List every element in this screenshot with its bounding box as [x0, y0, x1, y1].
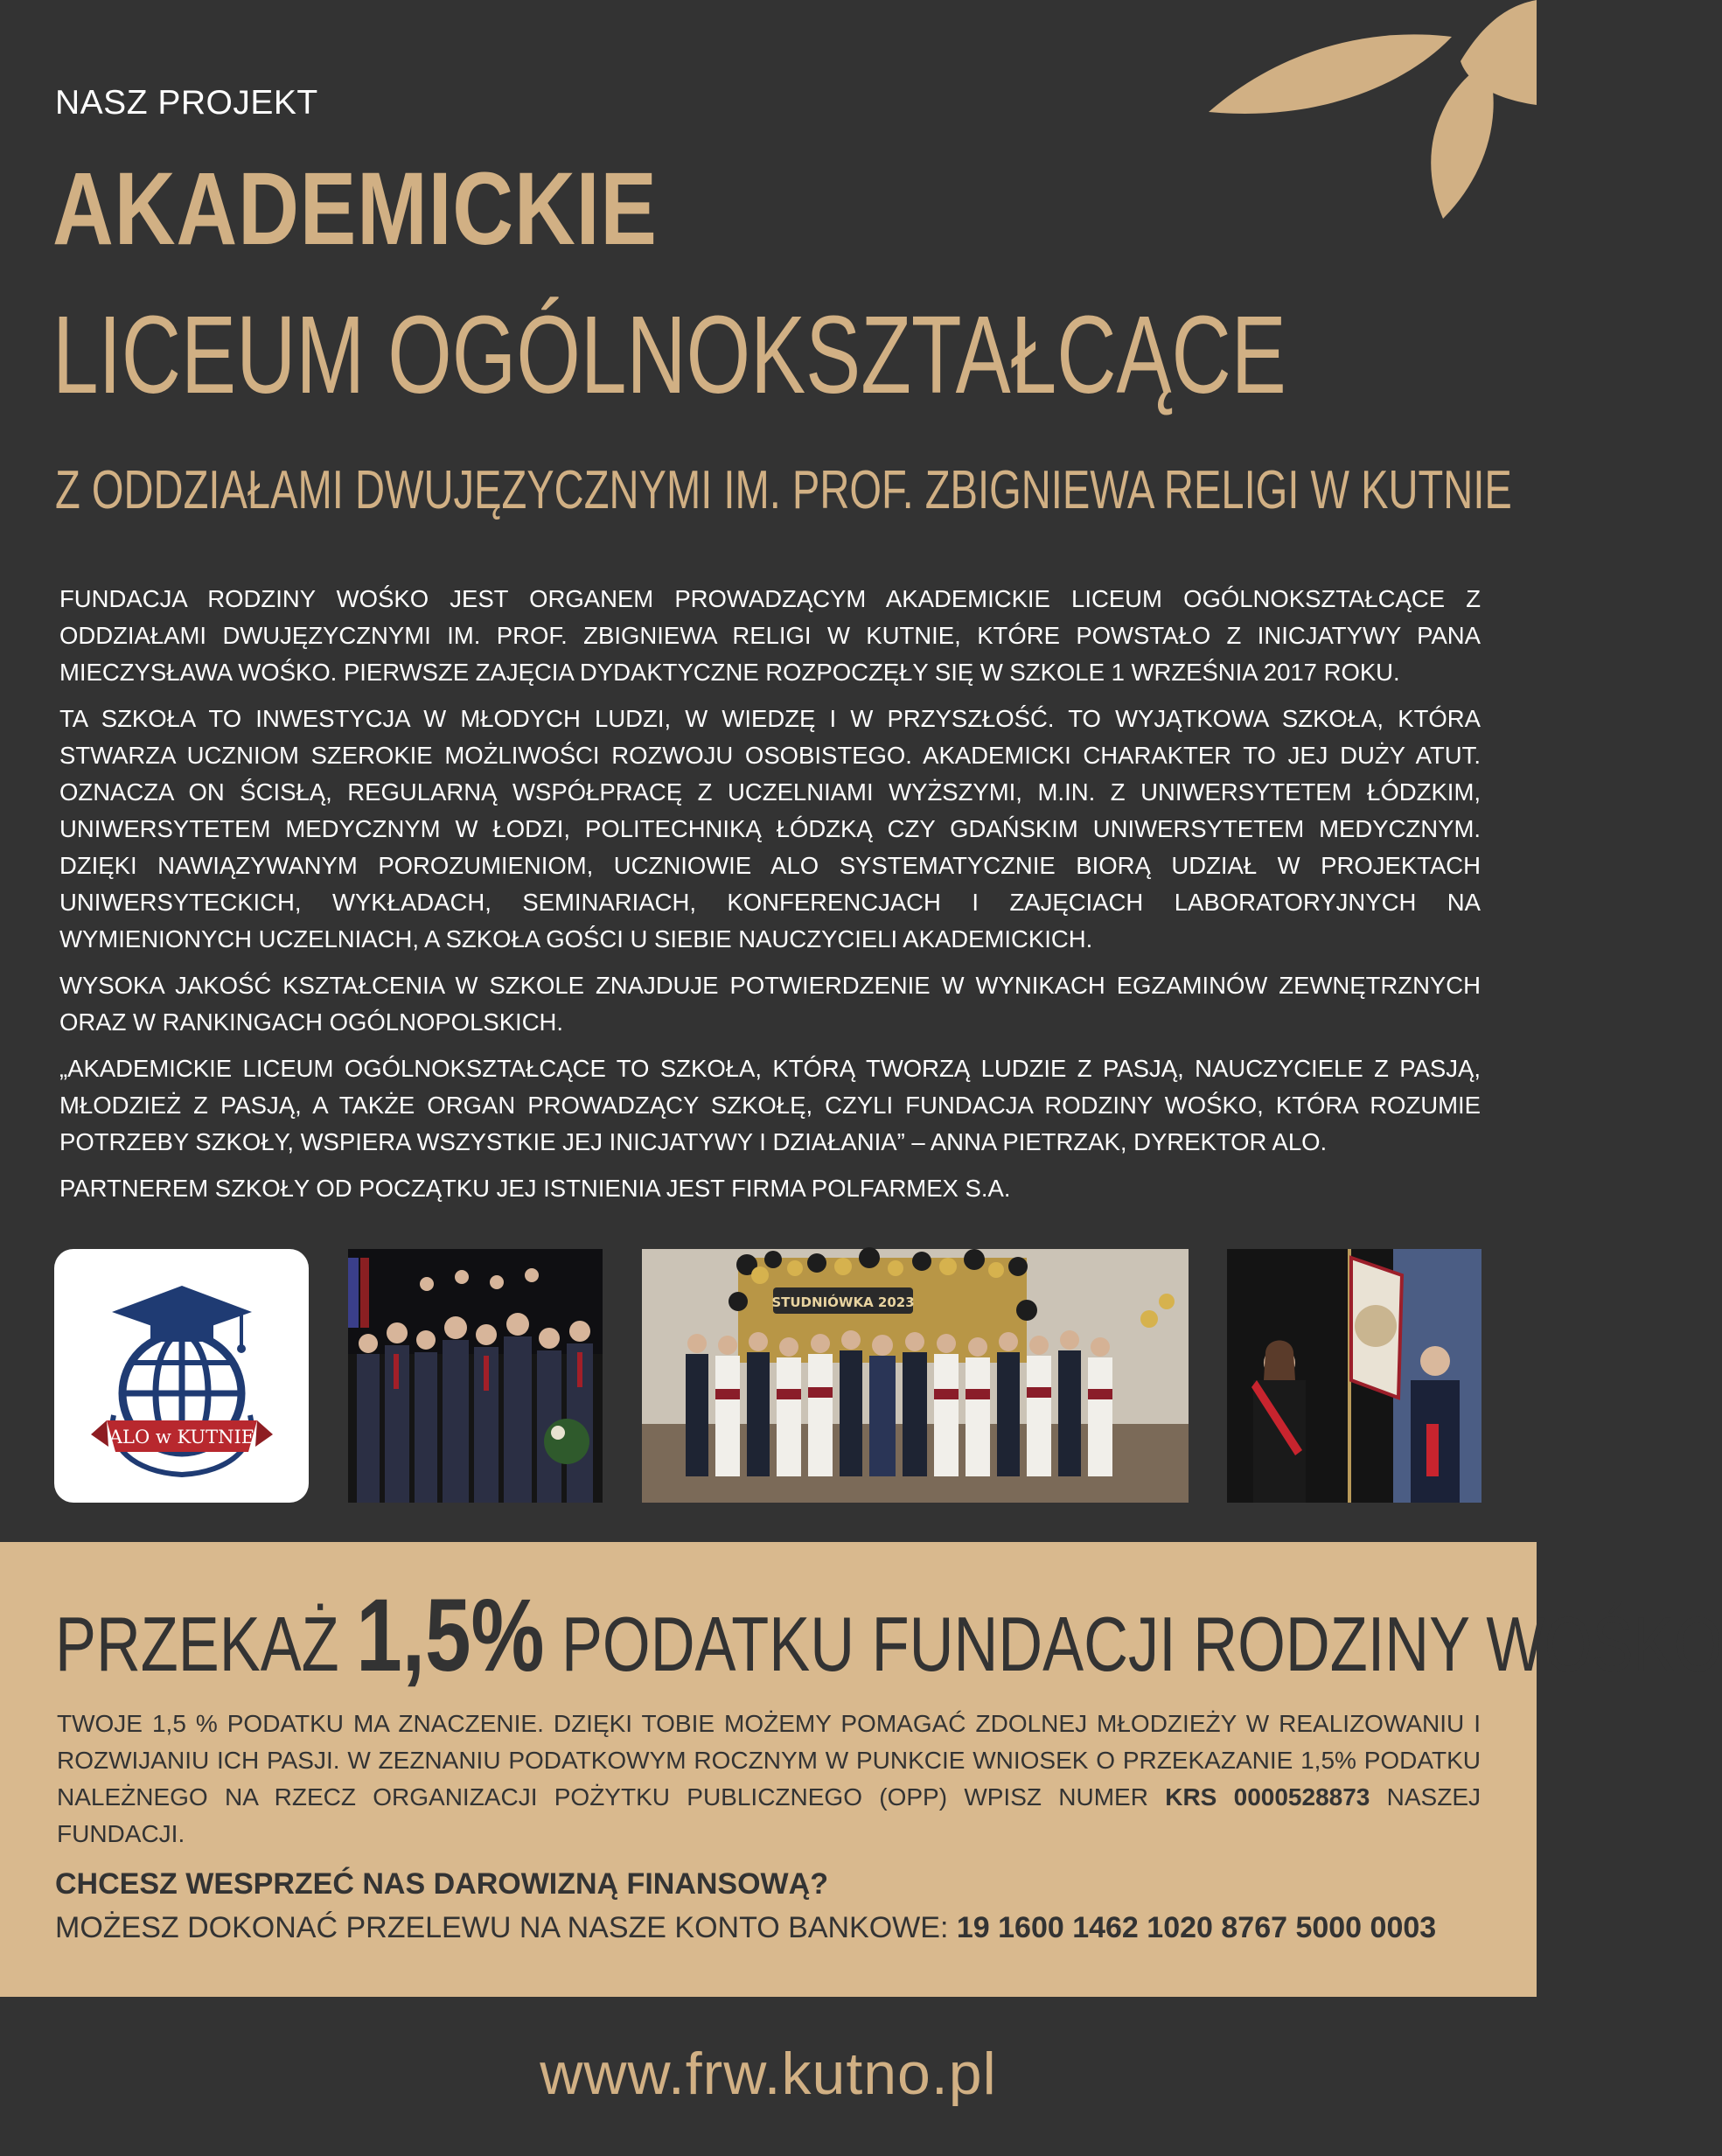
website-link[interactable]: www.frw.kutno.pl	[540, 2041, 997, 2107]
flag-bearers-photo-image	[1227, 1249, 1481, 1503]
flag-bearers-photo	[1227, 1249, 1481, 1503]
school-logo-icon	[54, 1249, 309, 1503]
donation-description: TWOJE 1,5 % PODATKU MA ZNACZENIE. DZIĘKI TOBIE MOŻEMY POMAGAĆ ZDOLNEJ MŁODZIEŻY W REALIZOWANIU I ROZWIJANIU ICH PASJI. W ZEZNANIU PODATKOWYM ROCZNYM W PUNKCIE WNIOSEK O PRZEKAZANIE 1,5% PODATKU NALEŻNEGO NA RZECZ ORGANIZACJI POŻYTKU PUBLICZNEGO (OPP) WPISZ NUMER	[57, 1710, 1481, 1811]
donation-title-before: PRZEKAŻ	[55, 1601, 339, 1687]
prom-group-photo-image	[642, 1249, 1189, 1503]
page-title-line-2: LICEUM OGÓLNOKSZTAŁCĄCE	[52, 293, 1286, 416]
logo-ribbon-text: ALO w KUTNIE	[108, 1427, 255, 1448]
donation-percentage: 1,5%	[356, 1578, 545, 1693]
krs-number: KRS 0000528873	[1165, 1783, 1370, 1811]
leaves-decoration-icon	[1198, 0, 1537, 227]
bank-account-number: 19 1600 1462 1020 8767 5000 0003	[956, 1911, 1437, 1944]
donation-text	[57, 1706, 1481, 1852]
ceremony-photo-image	[348, 1249, 603, 1503]
donation-title-after: PODATKU FUNDACJI RODZINY WOŚKO	[561, 1601, 1722, 1687]
kicker-label: NASZ PROJEKT	[55, 84, 318, 122]
paragraph: TA SZKOŁA TO INWESTYCJA W MŁODYCH LUDZI, W WIEDZĘ I W PRZYSZŁOŚĆ. TO WYJĄTKOWA SZKOŁA, KTÓRA STWARZA UCZNIOM SZEROKIE MOŻLIWOŚCI ROZWOJU OSOBISTEGO. AKADEMICKI CHARAKTER TO JEJ DUŻY ATUT. OZNACZA ON ŚCISŁĄ, REGULARNĄ WSPÓŁPRACĘ Z UCZELNIAMI WYŻSZYMI, M.IN. Z UNIWERSYTETEM ŁÓDZKIM, UNIWERSYTETEM MEDYCZNYM W ŁODZI, POLITECHNIKĄ ŁÓDZKĄ CZY GDAŃSKIM UNIWERSYTETEM MEDYCZNYM. DZIĘKI NAWIĄZYWANYM POROZUMIENIOM, UCZNIOWIE ALO SYSTEMATYCZNIE BIORĄ UDZIAŁ W PROJEKTACH UNIWERSYTECKICH, WYKŁADACH, SEMINARIACH, KONFERENCJACH I ZAJĘCIACH LABORATORYJNYCH NA WYMIENIONYCH UCZELNIACH, A SZKOŁA GOŚCI U SIEBIE NAUCZYCIELI AKADEMICKICH.	[59, 705, 1481, 952]
paragraph: WYSOKA JAKOŚĆ KSZTAŁCENIA W SZKOLE ZNAJDUJE POTWIERDZENIE W WYNIKACH EGZAMINÓW ZEWNĘTRZNYCH ORAZ W RANKINGACH OGÓLNOPOLSKICH.	[59, 972, 1481, 1036]
prom-banner-text: STUDNIÓWKA 2023	[771, 1294, 915, 1310]
donation-description-end: NASZEJ FUNDACJI.	[57, 1783, 1481, 1847]
bank-account-line	[55, 1911, 1436, 1945]
page-subtitle: Z ODDZIAŁAMI DWUJĘZYCZNYMI IM. PROF. ZBIGNIEWA RELIGI W KUTNIE	[55, 460, 1512, 520]
bank-account-label: MOŻESZ DOKONAĆ PRZELEWU NA NASZE KONTO BANKOWE:	[55, 1911, 949, 1944]
paragraph: FUNDACJA RODZINY WOŚKO JEST ORGANEM PROWADZĄCYM AKADEMICKIE LICEUM OGÓLNOKSZTAŁCĄCE Z ODDZIAŁAMI DWUJĘZYCZNYMI IM. PROF. ZBIGNIEWA RELIGI W KUTNIE, KTÓRE POWSTAŁO Z INICJATYWY PANA MIECZYSŁAWA WOŚKO. PIERWSZE ZAJĘCIA DYDAKTYCZNE ROZPOCZĘŁY SIĘ W SZKOLE 1 WRZEŚNIA 2017 ROKU.	[59, 585, 1481, 686]
donation-question: CHCESZ WESPRZEĆ NAS DAROWIZNĄ FINANSOWĄ?	[55, 1867, 828, 1901]
school-logo-card	[54, 1249, 309, 1503]
donation-title	[55, 1580, 1722, 1693]
prom-group-photo	[642, 1249, 1189, 1503]
ceremony-photo	[348, 1249, 603, 1503]
paragraph: „AKADEMICKIE LICEUM OGÓLNOKSZTAŁCĄCE TO SZKOŁA, KTÓRĄ TWORZĄ LUDZIE Z PASJĄ, NAUCZYCIELE Z PASJĄ, MŁODZIEŻ Z PASJĄ, A TAKŻE ORGAN PROWADZĄCY SZKOŁĘ, CZYLI FUNDACJA RODZINY WOŚKO, KTÓRA ROZUMIE POTRZEBY SZKOŁY, WSPIERA WSZYSTKIE JEJ INICJATYWY I DZIAŁANIA” – ANNA PIETRZAK, DYREKTOR ALO.	[59, 1055, 1481, 1155]
body-text	[59, 581, 1481, 1217]
page-title: AKADEMICKIE	[52, 151, 658, 267]
paragraph: PARTNEREM SZKOŁY OD POCZĄTKU JEJ ISTNIENIA JEST FIRMA POLFARMEX S.A.	[59, 1175, 1011, 1202]
